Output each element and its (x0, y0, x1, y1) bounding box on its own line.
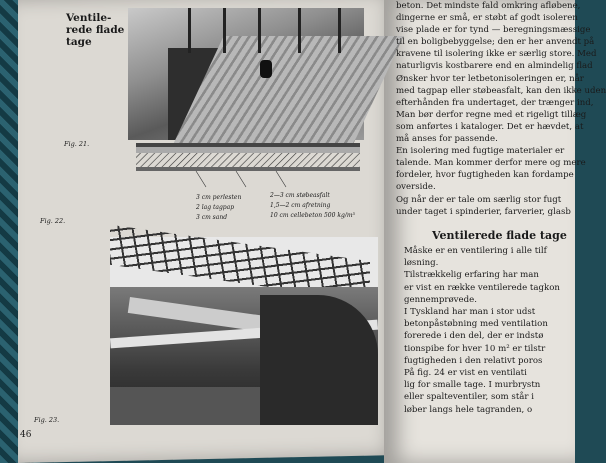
text-line: eller spalteventiler, som står i (404, 392, 535, 403)
right-page-text-top (396, 0, 606, 218)
text-line: overside. (396, 182, 436, 193)
photo-post (298, 8, 301, 53)
text-line: løber langs hele tagranden, o (404, 404, 533, 415)
figure-23-photo (110, 237, 378, 425)
text-line: må anses for passende. (396, 134, 498, 145)
right-page-text-bottom (404, 245, 579, 416)
photo-arch (260, 295, 378, 425)
text-line: beton. Det mindste fald omkring afløbene, (396, 1, 581, 11)
layer-perlesten (136, 143, 360, 147)
text-line: forerede i den del, der er indstø (404, 331, 544, 342)
photo-worker (260, 60, 272, 78)
text-line: betonpåstøbning med ventilation (404, 319, 548, 330)
text-line: fordeler, hvor fugtigheden kan fordampe (396, 170, 574, 181)
text-line: lig for smalle tage. I murbrystn (404, 380, 541, 391)
text-line: Man bør derfor regne med et rigeligt tillæg (396, 109, 587, 120)
text-line: En isolering med fugtige materialer er (396, 146, 565, 157)
photo-post (258, 8, 261, 53)
text-line: I Tyskland har man i stor udst (404, 307, 536, 318)
text-line: gennemprøvede. (404, 294, 477, 305)
text-line: Ønsker hvor ter letbetonisoleringen er, når (396, 73, 584, 84)
fig21-caption: Fig. 21. (64, 140, 90, 148)
layer-cellebeton (136, 153, 360, 167)
text-line: tionspibe for hver 10 m² er tilstr (404, 343, 546, 354)
diagram-label: 3 cm sand (196, 214, 228, 221)
roof-layer-diagram (136, 143, 360, 193)
figure-21-photo (128, 8, 364, 140)
photo-post (338, 8, 341, 53)
diagram-label: 10 cm cellebeton 500 kg/m³ (270, 212, 355, 219)
diagram-label: 1,5—2 cm afretning (270, 202, 331, 209)
photo-post (188, 8, 191, 53)
right-section-heading: Ventilerede flade tage (432, 229, 567, 242)
text-line: vise plade er for tynd — beregningsmæssige (396, 25, 591, 36)
text-line: løsning. (404, 258, 439, 269)
text-line: Tilstrækkelig erfaring har man (404, 270, 539, 281)
page-number: 46 (20, 430, 32, 440)
fig23-caption: Fig. 23. (34, 416, 60, 424)
diagram-label: 2—3 cm støbeasfalt (270, 192, 330, 199)
layer-tagpap (136, 147, 360, 153)
fig22-caption: Fig. 22. (40, 217, 66, 225)
text-line: efterhånden fra undertaget, der trænger ind, (396, 97, 594, 108)
text-line: under taget i spinderier, farverier, glasb (396, 206, 571, 217)
left-section-heading: Ventile- rede flade tage (66, 12, 125, 48)
diagram-label: 3 cm perlesten (196, 194, 242, 201)
text-line: Og når der er tale om særlig stor fugt (396, 194, 562, 205)
text-line: fugtigheden i den relativt poros (404, 355, 543, 366)
text-line: dingerne er små, er støbt af godt isoleren (396, 13, 578, 24)
text-line: På fig. 24 er vist en ventilati (404, 368, 527, 379)
photo-post (223, 8, 226, 53)
text-line: talende. Man kommer derfor mere og mere (396, 158, 586, 169)
diagram-label: 2 lag tagpap (196, 204, 235, 211)
text-line: som anførtes i kataloger. Det er hævdet, at (396, 121, 584, 132)
text-line: til en boligbebyggelse; den er her anvendt på (396, 37, 595, 48)
layer-afretning (136, 167, 360, 171)
text-line: kravene til isolering ikke er særlig store. Med (396, 49, 597, 60)
text-line: med tagpap eller støbeasfalt, kan den ikke uden (396, 85, 606, 96)
text-line: er vist en række ventilerede tagkon (404, 282, 560, 293)
text-line: Måske er en ventilering i alle tilf (404, 246, 547, 256)
text-line: naturligvis kostbarere end en almindelig flad (396, 61, 593, 72)
